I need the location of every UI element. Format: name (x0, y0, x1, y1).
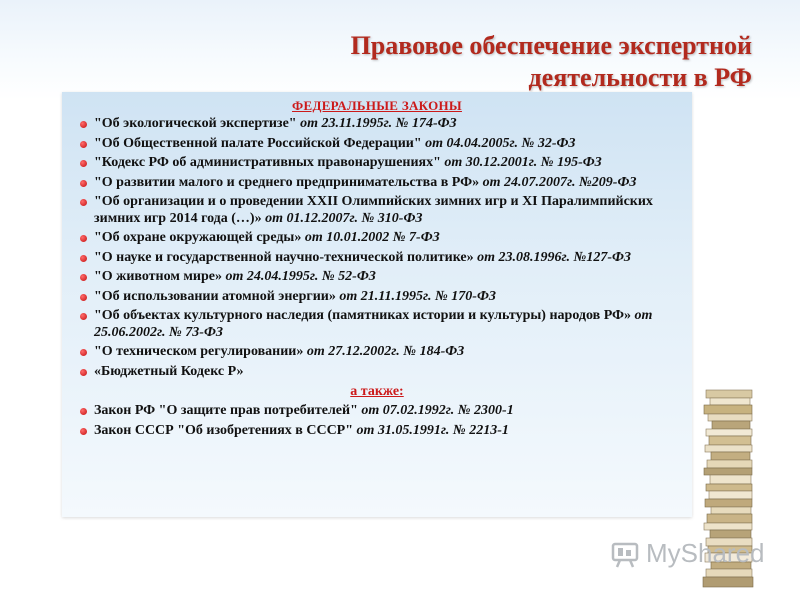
list-item (80, 423, 682, 440)
law-name: "О техническом регулировании» (94, 344, 304, 359)
bullet-icon (80, 274, 87, 281)
bullet-icon (80, 313, 87, 320)
law-date: от 23.08.1996г. №127-ФЗ (473, 249, 632, 265)
bullet-icon (80, 408, 87, 415)
list-item (80, 155, 682, 172)
law-name: "Об охране окружающей среды» (94, 230, 302, 245)
list-item (80, 403, 682, 420)
bullet-icon (80, 141, 87, 148)
bullet-icon (80, 349, 87, 356)
list-item (80, 289, 682, 306)
law-name: Закон СССР "Об изобретениях в СССР" (94, 422, 354, 438)
law-date: от 07.02.1992г. № 2300-1 (357, 403, 514, 418)
law-date: от 27.12.2002г. № 184-ФЗ (303, 344, 465, 359)
list-item (80, 364, 682, 381)
law-name: "Об использовании атомной энергии» (94, 288, 336, 304)
bullet-icon (80, 428, 87, 435)
watermark-text: MyShared (646, 538, 765, 568)
law-name: "Об объектах культурного наследия (памятниках истории и культуры) народов РФ» (94, 308, 632, 323)
bullet-icon (80, 160, 87, 167)
law-name: «Бюджетный Кодекс Р» (94, 363, 244, 379)
law-date: от 10.01.2002 № 7-ФЗ (301, 230, 440, 245)
list-item (80, 250, 682, 267)
list-item (80, 175, 682, 192)
also-label: а также: (350, 384, 404, 399)
law-name: "Об экологической экспертизе" (94, 116, 297, 131)
law-date: от 21.11.1995г. № 170-ФЗ (335, 288, 496, 304)
bullet-icon (80, 121, 87, 128)
list-item (80, 194, 682, 227)
list-item (80, 116, 682, 133)
law-date: от 31.05.1991г. № 2213-1 (353, 422, 509, 438)
bullet-icon (80, 294, 87, 301)
law-name: "Кодекс РФ об административных правонарушениях" (94, 155, 441, 170)
law-name: "О науке и государственной научно-технической политике» (94, 249, 474, 265)
law-name: "О животном мире» (94, 269, 222, 284)
list-item (80, 136, 682, 153)
content-box (62, 92, 692, 517)
law-date: от 24.07.2007г. №209-ФЗ (479, 174, 637, 190)
title-line-1: Правовое обеспечение экспертной (350, 31, 752, 60)
law-date: от 01.12.2007г. № 310-ФЗ (261, 210, 423, 226)
law-date: от 04.04.2005г. № 32-ФЗ (421, 135, 576, 151)
laws-list (62, 116, 692, 380)
title-line-2: деятельности в РФ (528, 63, 752, 92)
bullet-icon (80, 255, 87, 262)
extra-laws-list (62, 403, 692, 439)
watermark (610, 538, 765, 569)
bullet-icon (80, 369, 87, 376)
bullet-icon (80, 235, 87, 242)
law-name: Закон РФ "О защите прав потребителей" (94, 403, 358, 418)
list-item (80, 344, 682, 361)
law-date: от 30.12.2001г. № 195-ФЗ (440, 155, 602, 170)
slide-title (192, 30, 752, 94)
list-item (80, 308, 682, 341)
bullet-icon (80, 199, 87, 206)
law-date: от 23.11.1995г. № 174-ФЗ (296, 116, 457, 131)
section-header: ФЕДЕРАЛЬНЫЕ ЗАКОНЫ (292, 98, 462, 113)
list-item (80, 230, 682, 247)
law-date: от 24.04.1995г. № 52-ФЗ (221, 269, 376, 284)
law-name: "Об организации и о проведении XXII Олимпийских зимних игр и XI Паралимпийских зимних игр 2014 года (…)» (94, 194, 653, 226)
law-name: "Об Общественной палате Российской Федерации" (94, 135, 422, 151)
law-date: от 25.06.2002г. № 73-ФЗ (94, 308, 653, 340)
bullet-icon (80, 180, 87, 187)
list-item (80, 269, 682, 286)
myshared-logo-icon (610, 540, 640, 568)
law-name: "О развитии малого и среднего предпринимательства в РФ» (94, 174, 480, 190)
